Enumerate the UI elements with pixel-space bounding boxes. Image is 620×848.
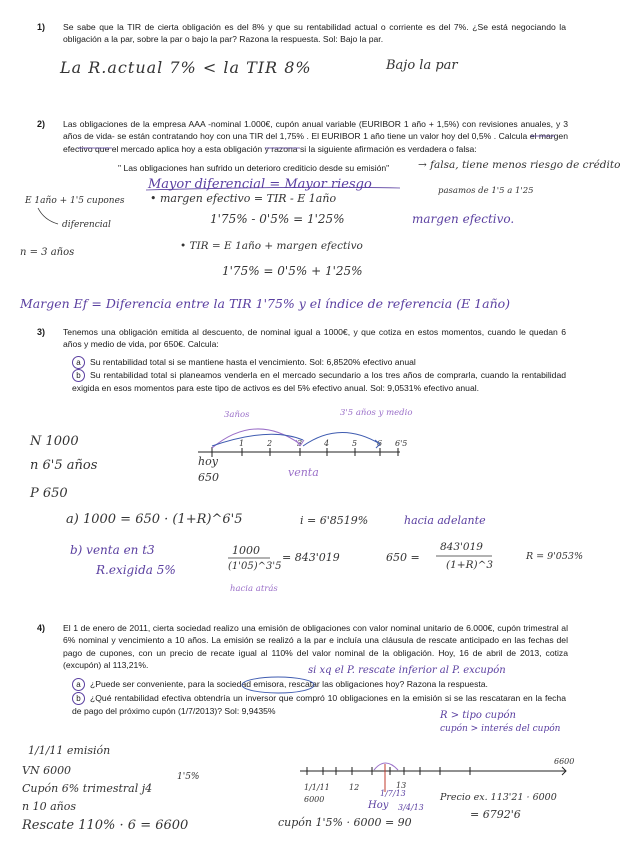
- q3-hand-b-res: R = 9'053%: [526, 551, 583, 562]
- q3-option-a-label: a: [72, 356, 85, 369]
- q3-text: Tenemos una obligación emitida al descuento, de nominal igual a 1000€, y que cotiza en estos momentos, cuando le quedan 6 años y medio de vida, por 650€. Calcula:: [63, 327, 566, 350]
- q4-number: 4): [37, 623, 46, 633]
- q4-hand-hoy: Hoy: [368, 800, 389, 811]
- q4-hand-excupon: Precio ex. 113'21 · 6000: [440, 792, 557, 803]
- q3-tick-label: 1: [239, 439, 245, 448]
- q4-hand-cupon: cupón > interés del cupón: [440, 724, 561, 734]
- q4-hand-vn: VN 6000: [22, 764, 72, 777]
- q2-hand-side3: n = 3 años: [20, 247, 75, 258]
- q2-quote: " Las obligaciones han sufrido un deterioro crediticio desde su emisión": [118, 163, 390, 173]
- q4-hand-excupon-res: = 6792'6: [470, 808, 521, 821]
- q3-option-b-label: b: [72, 369, 85, 382]
- q2-hand-falsa: → falsa, tiene menos riesgo de crédito: [418, 159, 620, 171]
- q3-tick-label: 4: [324, 439, 330, 448]
- q2-hand-calc1: 1'75% - 0'5% = 1'25%: [210, 212, 345, 226]
- q3-hand-b-note: hacia atrás: [230, 584, 278, 594]
- q3-hand-b-eq2: 650 =: [386, 551, 420, 564]
- q3-hand-n: n 6'5 años: [30, 458, 98, 473]
- q3-hand-hoy-val: 650: [198, 471, 219, 484]
- q2-hand-margen-eq: • margen efectivo = TIR - E 1año: [150, 192, 337, 205]
- q4-hand-t-start-val: 6000: [304, 795, 325, 804]
- q2-hand-mayor: Mayor diferencial = Mayor riesgo: [148, 177, 372, 192]
- q4-option-b-label: b: [72, 692, 85, 705]
- q4-hand-t-jul: 1/7/13: [380, 789, 406, 798]
- q4-option-a-label: a: [72, 678, 85, 691]
- q4-text: El 1 de enero de 2011, cierta sociedad realizo una emisión de obligaciones con valor nominal unitario de 6.000€, cupón trimestral al 6% nominal y vencimiento a 10 años. La emisión se realizó a la par e incluía una cláusula de rescate anticipado en las fechas del pago de cupones, con un precio de recate igual al 110% del valor nominal de la obligación. Hoy, 16 de abril de 2013, cotiza (excupón) al 113,21%.: [63, 623, 568, 670]
- q3-hand-N: N 1000: [30, 434, 79, 449]
- q4-hand-cupon-eq: cupón 1'5% · 6000 = 90: [278, 816, 412, 829]
- q4-hand-r-tipo: R > tipo cupón: [440, 710, 516, 721]
- q4-timeline-arc: [374, 763, 398, 770]
- q3-hand-b-frac2-den: (1+R)^3: [446, 559, 494, 571]
- q4-circle-sociedad: [242, 677, 314, 693]
- q4-hand-t-end: 6600: [554, 757, 575, 766]
- q3-tick-label: 3: [297, 439, 303, 448]
- q3-hand-a-res: i = 6'8519%: [300, 514, 369, 527]
- q4-hand-n10: n 10 años: [22, 800, 76, 813]
- q3-hand-b-eq1: = 843'019: [282, 551, 340, 564]
- q3-hand-b-frac-den: (1'05)^3'5: [228, 561, 282, 572]
- q3-tick-label: 5: [352, 439, 358, 448]
- q4-hand-rescate: Rescate 110% · 6 = 6600: [22, 818, 189, 833]
- q1-number: 1): [37, 22, 46, 32]
- q3-hand-venta: venta: [288, 466, 319, 479]
- q1-text: Se sabe que la TIR de cierta obligación es del 8% y que su rentabilidad actual o corriente es del 7%. ¿Se está negociando la obligación a la par, sobre la par o bajo la par? Razona la respuesta. Sol: Bajo la par.: [63, 22, 566, 45]
- q4-hand-cupon-pct: 1'5%: [177, 772, 200, 782]
- q2-hand-pasamos: pasamos de 1'5 a 1'25: [438, 186, 534, 196]
- q4-hand-hoy-date: 3/4/13: [398, 803, 424, 812]
- q3-hand-b-label: b) venta en t3: [70, 543, 155, 557]
- q4-hand-cupon6: Cupón 6% trimestral j4: [22, 782, 153, 795]
- q3-arc-3y5-head: [375, 439, 383, 448]
- q3-hand-hoy: hoy: [198, 455, 218, 468]
- q2-hand-margen-def: Margen Ef = Diferencia entre la TIR 1'75% y el índice de referencia (E 1año): [20, 296, 511, 311]
- q3-hand-a-note: hacia adelante: [404, 514, 486, 527]
- q3-option-a-text: Su rentabilidad total si se mantiene hasta el vencimiento. Sol: 6,8520% efectivo anual: [90, 357, 416, 367]
- q4-hand-t13: 13: [396, 781, 407, 790]
- q2-number: 2): [37, 119, 46, 129]
- q3-tick-label: 6: [377, 439, 383, 448]
- q1-hand-conclusion: Bajo la par: [386, 58, 458, 73]
- q3-arc-inner: [212, 434, 303, 446]
- q3-hand-b-label2: R.exigida 5%: [96, 563, 176, 577]
- q3-hand-a-eq: a) 1000 = 650 · (1+R)^6'5: [66, 512, 243, 527]
- q4-hand-t-start: 1/1/11: [304, 783, 330, 792]
- q4-hand-emision: 1/1/11 emisión: [28, 744, 111, 757]
- q3-arc-3anos-head: [296, 440, 304, 446]
- q3-arc-3anos: [212, 429, 303, 448]
- q4-hand-si: si xq el P. rescate inferior al P. excupón: [308, 665, 506, 676]
- q3-hand-b-frac2-num: 843'019: [440, 541, 483, 553]
- q3-tick-label: 2: [267, 439, 273, 448]
- q1-hand-answer: La R.actual 7% < la TIR 8%: [60, 58, 312, 77]
- q3-hand-tres-y-medio: 3'5 años y medio: [340, 408, 413, 418]
- q2-hand-margen-efectivo: margen efectivo.: [412, 212, 515, 226]
- q3-hand-b-frac-num: 1000: [232, 544, 260, 557]
- q2-text: Las obligaciones de la empresa AAA -nominal 1.000€, cupón anual variable (EURIBOR 1 año + 1,5%) con revisiones anuales, y 3 años de vida- se están contratando hoy con una TIR del 1,75% . El EURIBOR 1 año tiene un valor hoy del 0,5% . Calcula el margen efectivo que el mercado aplica hoy a esta obligación y razona si la siguiente afirmación es verdadera o falsa:: [63, 119, 568, 154]
- q3-hand-tres-anos: 3años: [224, 410, 250, 420]
- q3-tick-label: 6'5: [395, 439, 408, 448]
- q2-underline-mayor: [146, 187, 400, 190]
- q3-number: 3): [37, 327, 46, 337]
- q2-hand-calc2: 1'75% = 0'5% + 1'25%: [222, 264, 363, 278]
- q2-hand-tir-eq: • TIR = E 1año + margen efectivo: [180, 240, 363, 252]
- q3-option-b-text: Su rentabilidad total si planeamos venderla en el mercado secundario a los tres años de comprarla, cuando la rentabilidad exigida en esos momentos para este tipo de activos es del 5% efectivo anual. Sol: 9,0531% efectivo anual.: [72, 370, 566, 393]
- q2-side-arrow: [38, 208, 58, 224]
- q4-option-a-text: ¿Puede ser conveniente, para la sociedad emisora, rescatar las obligaciones hoy? Razona la respuesta.: [90, 679, 488, 689]
- q3-hand-P: P 650: [30, 486, 68, 501]
- q2-hand-side1: E 1año + 1'5 cupones: [25, 196, 125, 206]
- q3-arc-3y5: [303, 432, 383, 448]
- q4-option-b-text: ¿Qué rentabilidad efectiva obtendría un inversor que compró 10 obligaciones en la emisión si se las rescataran en la fecha de pago del próximo cupón (1/7/2013)? Sol: 9,9435%: [72, 693, 566, 716]
- q2-hand-side2: diferencial: [62, 220, 111, 230]
- q4-hand-t12: 12: [349, 783, 360, 792]
